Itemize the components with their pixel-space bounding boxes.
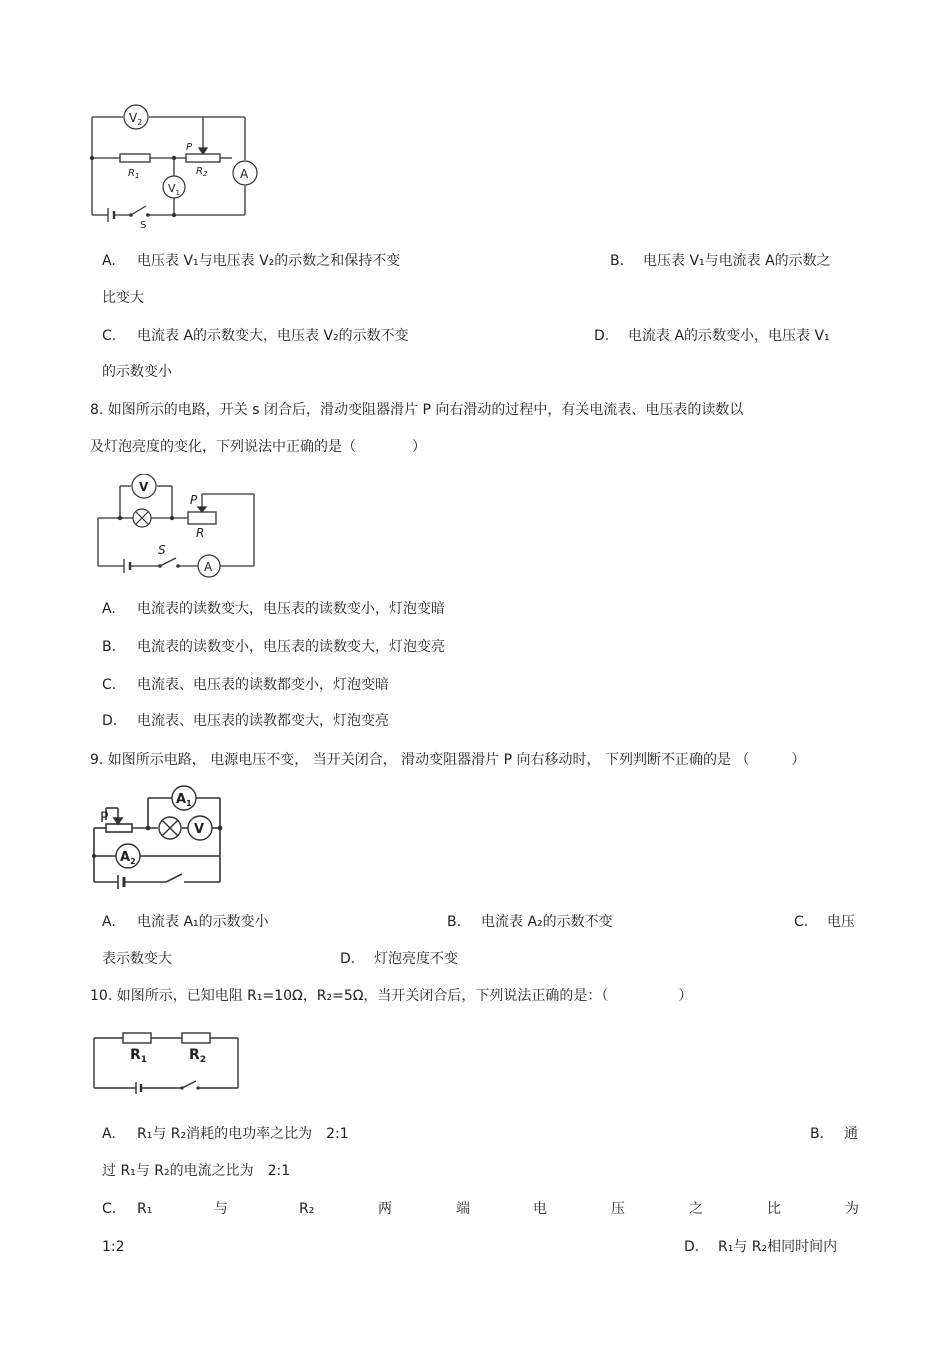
q8-option-c-label[interactable]: C. [102, 677, 117, 693]
q9-option-d-text: 灯泡亮度不变 [374, 951, 458, 967]
q8-option-b-label[interactable]: B. [102, 639, 117, 655]
q7-option-b-continuation: 比变大 [102, 290, 144, 306]
q10-option-c-char: 比 [767, 1201, 781, 1217]
q10-option-c-char: R₂ [299, 1201, 315, 1217]
q8-option-d-text: 电流表、电压表的读教都变大，灯泡变亮 [137, 713, 389, 729]
q8-s-label: S [158, 543, 166, 557]
q10-option-c-label[interactable]: C. [102, 1201, 117, 1217]
q9-v-label: V [194, 822, 205, 837]
q9-option-c-text: 电压 [827, 914, 855, 930]
q8-r-label: R [196, 526, 205, 540]
q10-option-b-label[interactable]: B. [810, 1126, 825, 1142]
q9-a1-label: $A_1$ [176, 792, 192, 808]
q10-option-a-text: R₁与 R₂消耗的电功率之比为 2:1 [137, 1126, 349, 1142]
q10-option-c-char: 端 [456, 1201, 470, 1217]
q8-option-c-text: 电流表、电压表的读数都变小，灯泡变暗 [137, 677, 389, 693]
q9-circuit-diagram [88, 784, 228, 890]
q9-option-b-text: 电流表 A₂的示数不变 [481, 914, 613, 930]
q7-option-b-text: 电压表 V₁与电流表 A的示数之 [643, 253, 831, 269]
q10-option-a-label[interactable]: A. [102, 1126, 116, 1142]
q9-a2-label: $A_2$ [120, 850, 136, 866]
q10-option-c-continuation: 1:2 [102, 1239, 125, 1255]
q9-option-b-label[interactable]: B. [447, 914, 462, 930]
q10-option-c-char: 电 [533, 1201, 547, 1217]
q7-s-label: S [140, 220, 147, 231]
q8-p-label: P [190, 493, 198, 507]
q8-stem-line1: 8. 如图所示的电路，开关 s 闭合后，滑动变阻器滑片 P 向右滑动的过程中，有关电流表、电压表的读数以 [90, 402, 744, 418]
q10-option-d-text: R₁与 R₂相同时间内 [718, 1239, 838, 1255]
q10-option-b-continuation: 过 R₁与 R₂的电流之比为 2:1 [102, 1163, 291, 1179]
q7-r1-label: $R_1$ [128, 168, 140, 180]
q7-option-d-continuation: 的示数变小 [102, 364, 172, 380]
q10-option-c-char: 为 [845, 1201, 859, 1217]
q9-stem: 9. 如图所示电路， 电源电压不变， 当开关闭合， 滑动变阻器滑片 P 向右移动时， 下列判断不正确的是 （ ） [90, 752, 806, 768]
q7-option-c-label[interactable]: C. [102, 328, 117, 344]
q10-r1-label: $R_1$ [130, 1047, 148, 1065]
q10-r2-label: $R_2$ [189, 1047, 207, 1065]
q8-option-a-text: 电流表的读数变大，电压表的读数变小，灯泡变暗 [137, 601, 445, 617]
q10-option-c-char: 两 [378, 1201, 392, 1217]
q8-a-label: A [204, 560, 213, 574]
q10-option-b-text: 通 [844, 1126, 858, 1142]
q8-option-a-label[interactable]: A. [102, 601, 116, 617]
q7-v1-label: $V_1$ [168, 182, 180, 197]
q9-option-c-label[interactable]: C. [794, 914, 809, 930]
q10-option-d-label[interactable]: D. [684, 1239, 700, 1255]
q8-stem-line2: 及灯泡亮度的变化，下列说法中正确的是（ ） [90, 439, 426, 455]
q7-r2-label: $R_2$ [196, 166, 208, 178]
q9-option-d-label[interactable]: D. [340, 951, 356, 967]
q9-p-label: P [100, 810, 109, 826]
q8-option-b-text: 电流表的读数变小，电压表的读数变大，灯泡变亮 [137, 639, 445, 655]
q7-option-a-text: 电压表 V₁与电压表 V₂的示数之和保持不变 [137, 253, 401, 269]
q10-option-c-char: 与 [214, 1201, 228, 1217]
q7-p-label: P [186, 142, 193, 153]
q8-circuit-diagram [90, 474, 262, 580]
q7-option-a-label[interactable]: A. [102, 253, 116, 269]
q9-option-a-label[interactable]: A. [102, 914, 116, 930]
q10-stem: 10. 如图所示，已知电阻 R₁=10Ω，R₂=5Ω，当开关闭合后，下列说法正确的是：（ ） [90, 988, 693, 1004]
q7-option-b-label[interactable]: B. [610, 253, 625, 269]
q7-circuit-diagram [86, 100, 276, 236]
q7-option-c-text: 电流表 A的示数变大，电压表 V₂的示数不变 [137, 328, 409, 344]
q7-option-d-label[interactable]: D. [594, 328, 610, 344]
q10-circuit-diagram [90, 1026, 242, 1094]
q9-option-a-text: 电流表 A₁的示数变小 [137, 914, 269, 930]
q7-option-d-text: 电流表 A的示数变小，电压表 V₁ [628, 328, 830, 344]
q10-option-c-char: R₁ [137, 1201, 153, 1217]
q7-a-label: A [240, 167, 249, 181]
q10-option-c-char: 之 [689, 1201, 703, 1217]
q7-v2-label: $V_2$ [129, 111, 143, 127]
q9-option-c-continuation: 表示数变大 [102, 951, 172, 967]
q8-option-d-label[interactable]: D. [102, 713, 118, 729]
q10-option-c-char: 压 [611, 1201, 625, 1217]
q8-v-label: V [139, 480, 149, 494]
